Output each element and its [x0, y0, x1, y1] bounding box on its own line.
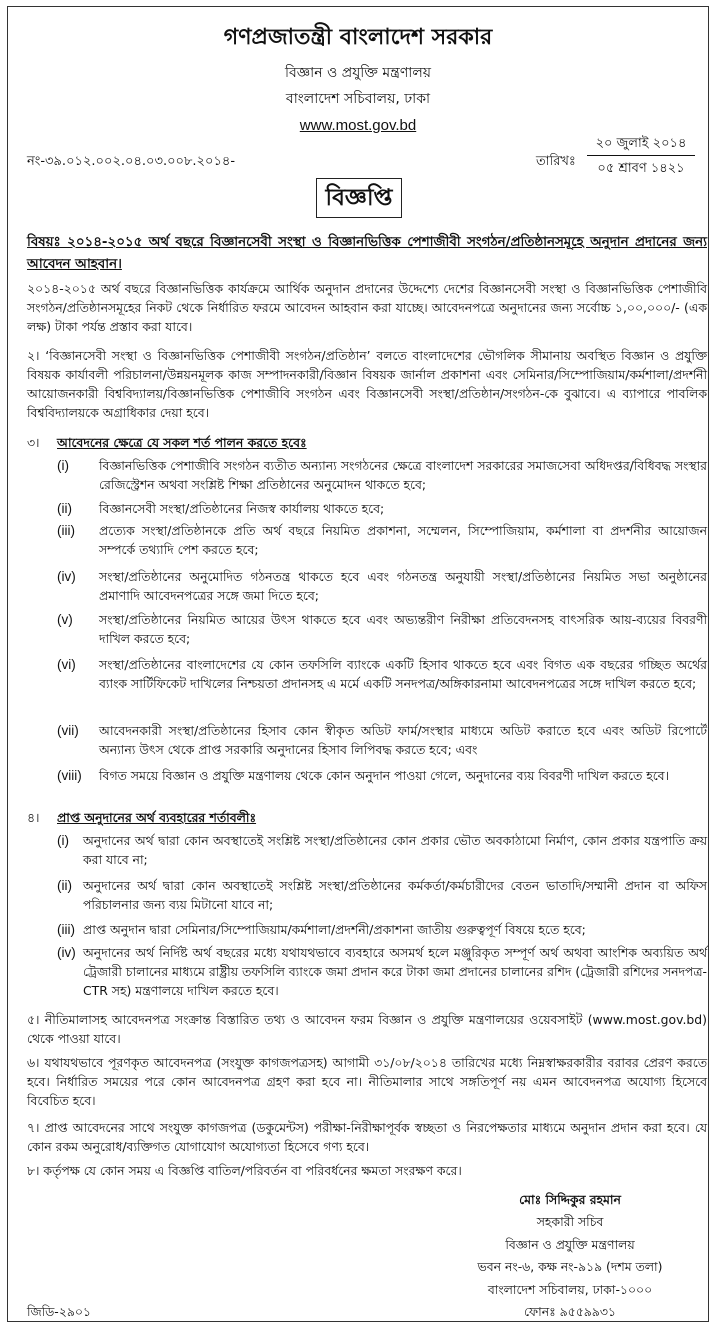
item-text: বিজ্ঞানসেবী সংস্থা/প্রতিষ্ঠানের নিজস্ব কার্যালয় থাকতে হবে; — [99, 501, 385, 516]
subject-line — [27, 232, 707, 276]
government-title: গণপ্রজাতন্ত্রী বাংলাদেশ সরকার — [223, 25, 493, 50]
signatory-name — [440, 1190, 700, 1209]
item-text: প্রত্যেক সংস্থা/প্রতিষ্ঠানকে প্রতি অর্থ বছরে নিয়মিত প্রকাশনা, সম্মেলন, সিম্পোজিয়াম, কর্মশালা বা প্রদর্শনীর আয়োজন সম্পর্কে তথ্যাদি পেশ করতে হবে; — [99, 523, 707, 557]
item-number: (vi) — [57, 657, 76, 672]
ministry-name: বিজ্ঞান ও প্রযুক্তি মন্ত্রণালয় — [284, 65, 432, 81]
paragraph-2: ২। ‘বিজ্ঞানসেবী সংস্থা ও বিজ্ঞানভিত্তিক পেশাজীবী সংগঠন/প্রতিষ্ঠান’ বলতে বাংলাদেশের ভৌগলিক সীমানায় অবস্থিত বিজ্ঞান ও প্রযুক্তি বিষয়ক কার্যাবলী পরিচালনা/উন্নয়নমূলক কাজ সম্পাদনকারী/বিজ্ঞান বিষয়ক জার্নাল প্রকাশনা এবং সেমিনার/সিম্পোজিয়াম/কর্মশালা/প্রদর্শনী আয়োজনকারী বিশ্ববিদ্যালয়/বিজ্ঞানভিত্তিক পেশাজীবি সংগঠন এবং বিজ্ঞানসেবী সংস্থা/প্রতিষ্ঠান/সংগঠন-কে বুঝাবে। এ ব্যাপারে পাবলিক বিশ্ববিদ্যালয়কে অগ্রাধিকার দেয়া হবে। — [27, 348, 707, 420]
item-text: সংস্থা/প্রতিষ্ঠানের বাংলাদেশের যে কোন তফসিলি ব্যাংকে একটি হিসাব থাকতে হবে এবং বিগত এক বছরের গচ্ছিত অর্থের ব্যাংক সার্টিফিকেট দাখিলের নিশ্চয়তা প্রদানসহ এ মর্মে একটি সনদপত্র/অঙ্গিকারনামা আবেদনপত্রের সঙ্গে দাখিল করতে হবে; — [99, 657, 707, 691]
item-number: (ii) — [57, 501, 72, 516]
paragraph-5: ৫। নীতিমালাসহ আবেদনপত্র সংক্রান্ত বিস্তারিত তথ্য ও আবেদন ফরম বিজ্ঞান ও প্রযুক্তি মন্ত্রণালয়ের ওয়েবসাইট (www.most.gov.bd) থেকে পাওয়া যাবে। — [27, 1012, 707, 1046]
signatory-address: বাংলাদেশ সচিবালয়, ঢাকা-১০০০ — [487, 1282, 653, 1297]
gd-number: জিডি-২৯০১ — [27, 1304, 91, 1319]
memo-number: নং-৩৯.০১২.০০২.০৪.০৩.০০৮.২০১৪- — [27, 154, 236, 169]
item-number: (viii) — [57, 768, 82, 783]
section-4-title: প্রাপ্ত অনুদানের অর্থ ব্যবহারের শর্তাবলীঃ — [57, 810, 257, 825]
subject-text: বিষয়ঃ ২০১৪-২০১৫ অর্থ বছরে বিজ্ঞানসেবী সংস্থা ও বিজ্ঞানভিত্তিক পেশাজীবী সংগঠন/প্রতিষ্ঠানসমূহে অনুদান প্রদানের জন্য আবেদন আহবান। — [27, 235, 707, 272]
section-4-heading — [27, 808, 256, 827]
date-gregorian: ২০ জুলাই ২০১৪ — [587, 134, 695, 156]
item-text: প্রাপ্ত অনুদান দ্বারা সেমিনার/সিম্পোজিয়াম/কর্মশালা/প্রদর্শনী/প্রকাশনা জাতীয় গুরুত্বপূর্ণ বিষয়ে হতে হবে; — [83, 922, 586, 937]
item-text: সংস্থা/প্রতিষ্ঠানের অনুমোদিত গঠনতন্ত্র থাকতে হবে এবং গঠনতন্ত্র অনুযায়ী সংস্থা/প্রতিষ্ঠানের নিয়মিত সভা অনুষ্ঠানের প্রমাণাদি আবেদনপত্রের সঙ্গে জমা দিতে হবে; — [99, 569, 707, 603]
section-3-number: ৩। — [27, 435, 40, 450]
section-4-number: ৪। — [27, 810, 40, 825]
signatory-room: ভবন নং-৬, কক্ষ নং-৯১৯ (দশম তলা) — [477, 1259, 663, 1274]
item-number: (vii) — [57, 723, 79, 738]
section-3-heading — [27, 433, 307, 452]
paragraph-8: ৮। কর্তৃপক্ষ যে কোন সময় এ বিজ্ঞপ্তি বাতিল/পরিবর্তন বা পরিবর্ধনের ক্ষমতা সংরক্ষণ করে। — [27, 1163, 462, 1178]
item-text: বিগত সময়ে বিজ্ঞান ও প্রযুক্তি মন্ত্রণালয় থেকে কোন অনুদান পাওয়া গেলে, অনুদানের ব্যয় বিবরণী দাখিল করতে হবে। — [99, 768, 670, 783]
signatory-phone: ফোনঃ ৯৫৫৯৯৩১ — [524, 1304, 616, 1319]
item-number: (i) — [57, 458, 69, 473]
item-number: (v) — [57, 612, 73, 627]
ministry-address: বাংলাদেশ সচিবালয়, ঢাকা — [285, 91, 431, 107]
notice-title: বিজ্ঞপ্তি — [316, 178, 402, 218]
item-text: বিজ্ঞানভিত্তিক পেশাজীবি সংগঠন ব্যতীত অন্যান্য সংগঠনের ক্ষেত্রে বাংলাদেশ সরকারের সমাজসেবা অধিদপ্তর/বিধিবদ্ধ সংস্থার রেজিস্ট্রেশন অথবা সংশ্লিষ্ট শিক্ষা প্রতিষ্ঠানের অনুমোদন থাকতে হবে; — [99, 458, 707, 492]
item-text: অনুদানের অর্থ নির্দিষ্ট অর্থ বছরের মধ্যে যথাযথভাবে ব্যবহারে অসমর্থ হলে মঞ্জুরিকৃত সম্পূর্ণ অর্থ অথবা আংশিক অব্যয়িত অর্থ ট্রেজারী চালানের মাধ্যমে রাষ্ট্রীয় তফসিলি ব্যাংকে জমা প্রদান করে টাকা জমা প্রদানের চালানের রশিদ (ট্রেজারী রশিদের সনদপত্র-CTR সহ) মন্ত্রণালয়ে দাখিল করতে হবে। — [83, 945, 707, 998]
item-number: (ii) — [57, 878, 72, 893]
paragraph-7: ৭। প্রাপ্ত আবেদনের সাথে সংযুক্ত কাগজপত্র (ডকুমেন্টস) পরীক্ষা-নিরীক্ষাপূর্বক স্বচ্ছতা ও নিরপেক্ষতার মাধ্যমে অনুদান প্রদান করা হবে। যে কোন রকম অনুরোধ/ব্যক্তিগত যোগাযোগ অযোগ্যতা হিসেবে গণ্য হবে। — [27, 1120, 707, 1154]
signatory-name-text: মোঃ সিদ্দিকুর রহমান — [519, 1192, 621, 1207]
section-3-title: আবেদনের ক্ষেত্রে যে সকল শর্ত পালন করতে হবেঃ — [57, 435, 307, 450]
item-text: অনুদানের অর্থ দ্বারা কোন অবস্থাতেই সংশ্লিষ্ট সংস্থা/প্রতিষ্ঠানের কোন প্রকার ভৌত অবকাঠামো নির্মাণ, কোন প্রকার যন্ত্রপাতি ক্রয় করা যাবে না; — [83, 833, 707, 867]
signatory-ministry: বিজ্ঞান ও প্রযুক্তি মন্ত্রণালয় — [505, 1237, 635, 1252]
date-label: তারিখঃ — [536, 154, 576, 169]
item-number: (iv) — [57, 569, 76, 584]
item-number: (iv) — [57, 945, 76, 960]
signatory-designation: সহকারী সচিব — [536, 1214, 604, 1229]
paragraph-6: ৬। যথাযথভাবে পূরণকৃত আবেদনপত্র (সংযুক্ত কাগজপত্রসহ) আগামী ৩১/০৮/২০১৪ তারিখের মধ্যে নিম্নস্বাক্ষরকারীর বরাবর প্রেরণ করতে হবে। নির্ধারিত সময়ের পরে কোন আবেদনপত্র গ্রহণ করা হবে না। নীতিমালার সাথে সঙ্গতিপূর্ণ নয় এমন আবেদনপত্র অযোগ্য হিসেবে বিবেচিত হবে। — [27, 1055, 707, 1108]
date-box — [587, 134, 695, 178]
item-text: অনুদানের অর্থ দ্বারা কোন অবস্থাতেই সংশ্লিষ্ট সংস্থা/প্রতিষ্ঠানের কর্মকর্তা/কর্মচারীদের বেতন ভাতাদি/সম্মানী প্রদান বা অফিস পরিচালনার জন্য ব্যয় মিটানো যাবে না; — [83, 878, 707, 912]
website-link[interactable]: www.most.gov.bd — [299, 117, 417, 134]
item-number: (iii) — [57, 922, 75, 937]
date-bengali: ০৫ শ্রাবণ ১৪২১ — [597, 161, 685, 176]
item-number: (i) — [57, 833, 69, 848]
item-text: সংস্থা/প্রতিষ্ঠানের নিয়মিত আয়ের উৎস থাকতে হবে এবং অভ্যন্তরীণ নিরীক্ষা প্রতিবেদনসহ বাৎসরিক আয়-ব্যয়ের বিবরণী দাখিল করতে হবে; — [99, 612, 707, 646]
paragraph-1: ২০১৪-২০১৫ অর্থ বছরে বিজ্ঞানভিত্তিক কার্যক্রমে আর্থিক অনুদান প্রদানের উদ্দেশ্যে দেশের বিজ্ঞানসেবী সংস্থা ও বিজ্ঞানভিত্তিক পেশাজীবি সংগঠন/প্রতিষ্ঠানসমূহের নিকট থেকে নির্ধারিত ফরমে আবেদন আহবান করা যাচ্ছে। আবেদনপত্রে অনুদানের জন্য সর্বোচ্চ ১,০০,০০০/- (এক লক্ষ) টাকা পর্যন্ত প্রস্তাব করা যাবে। — [27, 281, 707, 334]
item-number: (iii) — [57, 523, 75, 538]
item-text: আবেদনকারী সংস্থা/প্রতিষ্ঠানের হিসাব কোন স্বীকৃত অডিট ফার্ম/সংস্থার মাধ্যমে অডিট করাতে হবে এবং অডিট রিপোর্টে অন্যান্য উৎস থেকে প্রাপ্ত সরকারি অনুদানের হিসাব লিপিবদ্ধ করতে হবে; এবং — [99, 723, 707, 757]
